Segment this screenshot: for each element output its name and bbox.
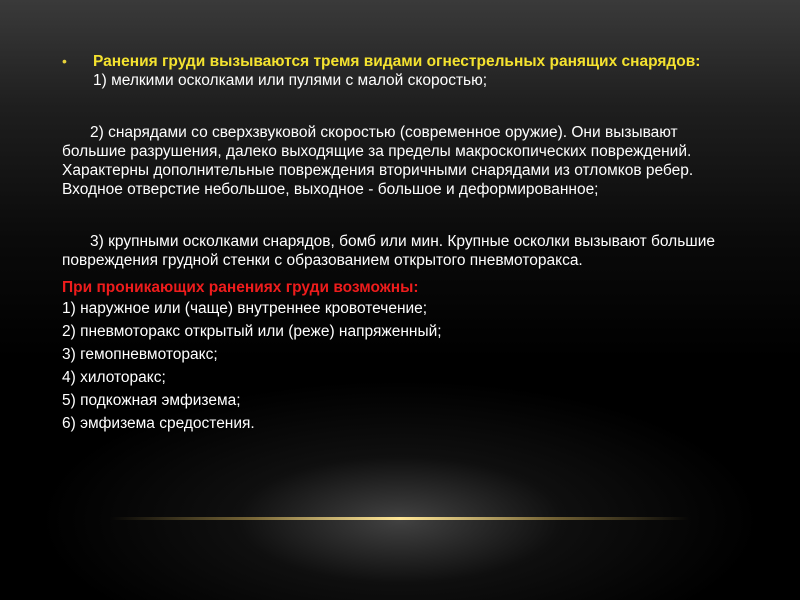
complication-item: 1) наружное или (чаще) внутреннее кровотечение;: [62, 300, 428, 317]
complication-item: 2) пневмоторакс открытый или (реже) напряженный;: [62, 323, 442, 340]
complication-item: 5) подкожная эмфизема;: [62, 392, 241, 409]
decorative-glow-line: [110, 517, 690, 520]
wounds-heading: Ранения груди вызываются тремя видами огнестрельных ранящих снарядов:: [93, 53, 701, 70]
item-2-text: 2) снарядами со сверхзвуковой скоростью (современное оружие). Они вызывают большие разрушения, далеко выходящие за пределы макроскопических повреждений. Характерны дополнительные повреждения вторичными снарядами из отломков ребер. Входное отверстие небольшое, выходное - большое и деформированное;: [62, 124, 694, 198]
complication-item: 6) эмфизема средостения.: [62, 415, 255, 432]
bullet-icon: •: [62, 53, 67, 69]
item-3-text: 3) крупными осколками снарядов, бомб или мин. Крупные осколки вызывают большие повреждения грудной стенки с образованием открытого пневмоторакса.: [62, 233, 716, 269]
complications-heading: При проникающих ранениях груди возможны:: [62, 279, 419, 296]
complications-list: [62, 297, 742, 435]
item-1-text: 1) мелкими осколками или пулями с малой скоростью;: [93, 72, 488, 89]
slide-content: [62, 52, 742, 435]
complication-item: 4) хилоторакс;: [62, 369, 166, 386]
complication-item: 3) гемопневмоторакс;: [62, 346, 218, 363]
bullet-item: [62, 52, 742, 90]
